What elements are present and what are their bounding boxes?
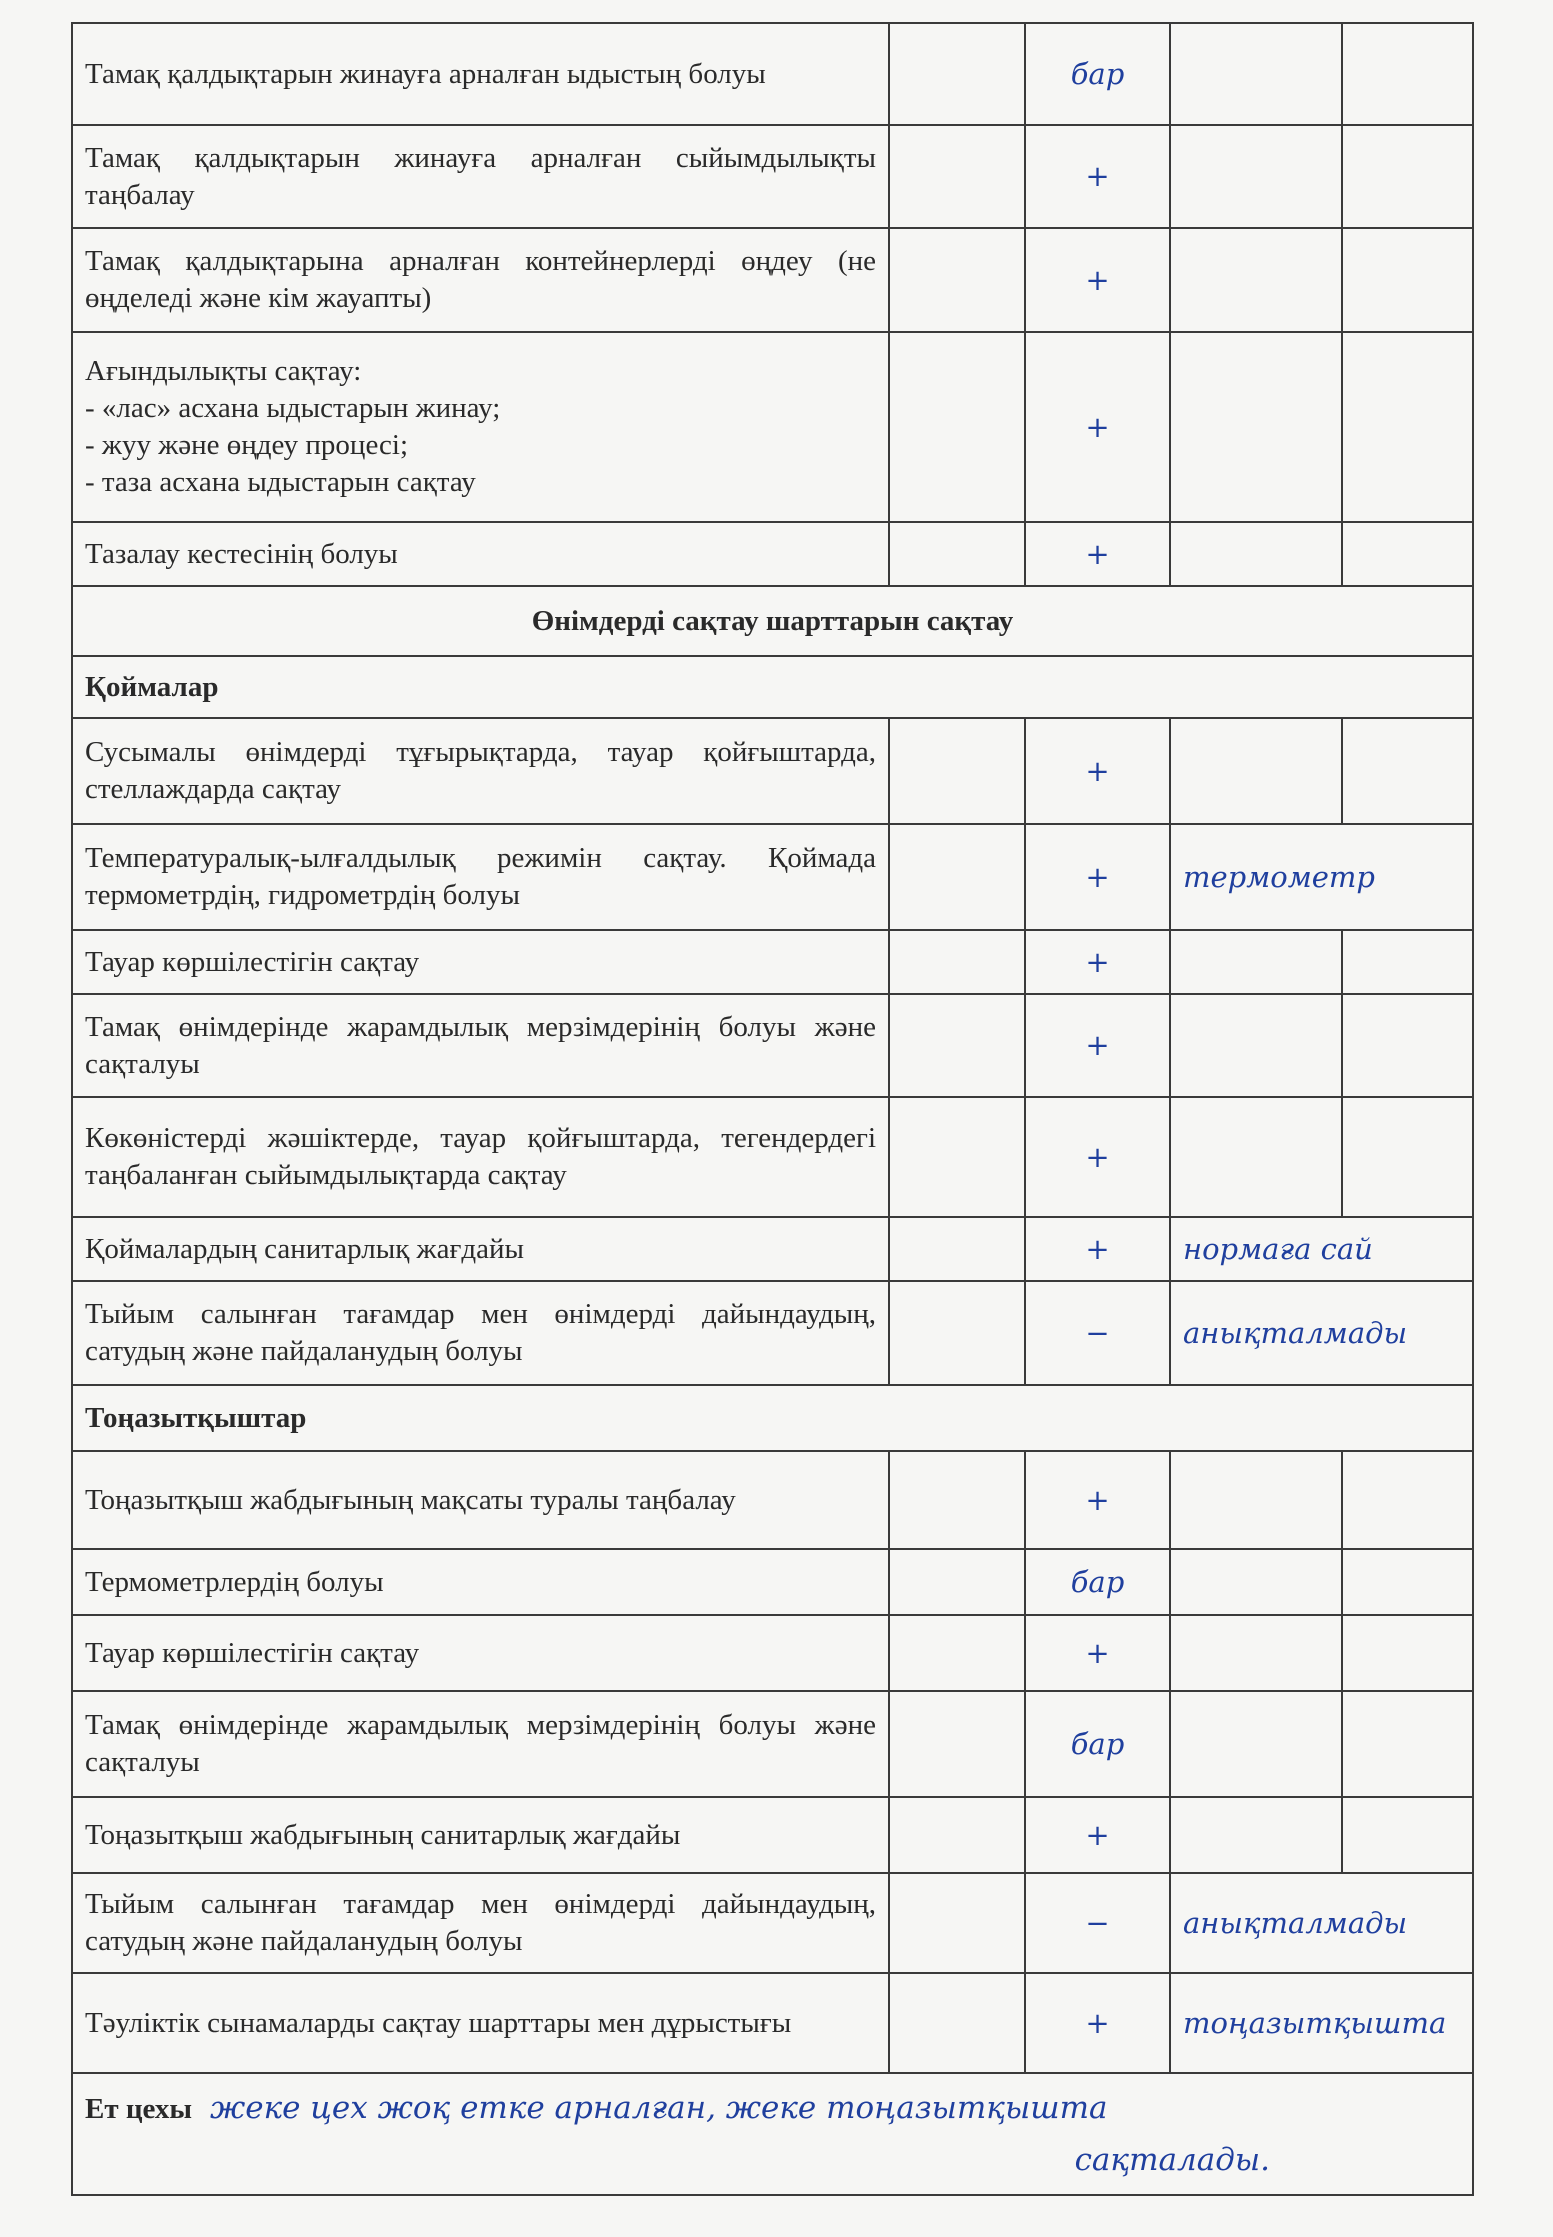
empty-cell — [889, 930, 1025, 994]
table-row — [72, 228, 1473, 332]
table-row — [72, 1549, 1473, 1615]
handwritten-mark: бар — [1025, 1549, 1170, 1615]
subsection-row — [72, 1385, 1473, 1451]
handwritten-mark: + — [1025, 522, 1170, 586]
table-row — [72, 1797, 1473, 1873]
handwritten-mark: + — [1025, 1973, 1170, 2073]
empty-cell — [1342, 125, 1473, 228]
criterion-text: Тазалау кестесінің болуы — [72, 522, 889, 586]
empty-cell — [1342, 718, 1473, 824]
handwritten-mark: − — [1025, 1281, 1170, 1385]
subsection-title: Тоңазытқыштар — [72, 1385, 1473, 1451]
empty-cell — [889, 125, 1025, 228]
handwritten-mark: + — [1025, 994, 1170, 1097]
table-row — [72, 1451, 1473, 1549]
handwritten-note: жеке цех жоқ етке арналған, жеке тоңазытқышта — [209, 2089, 1108, 2126]
empty-cell — [1342, 228, 1473, 332]
criterion-text: Тамақ өнімдерінде жарамдылық мерзімдерінің болуы және сақталуы — [72, 1691, 889, 1797]
empty-cell — [1342, 930, 1473, 994]
inspection-table — [71, 22, 1474, 2196]
empty-cell — [1170, 1451, 1342, 1549]
empty-cell — [889, 994, 1025, 1097]
criterion-text: Тауар көршілестігін сақтау — [72, 1615, 889, 1691]
handwritten-mark: − — [1025, 1873, 1170, 1973]
empty-cell — [1170, 522, 1342, 586]
table-row — [72, 1615, 1473, 1691]
subsection-row — [72, 656, 1473, 718]
handwritten-mark: + — [1025, 125, 1170, 228]
table-row — [72, 718, 1473, 824]
section-row — [72, 586, 1473, 656]
empty-cell — [1342, 522, 1473, 586]
table-row — [72, 930, 1473, 994]
empty-cell — [1170, 332, 1342, 522]
table-row — [72, 125, 1473, 228]
criterion-text: Көкөністерді жәшіктерде, тауар қойғыштарда, тегендердегі таңбаланған сыйымдылықтарда сақтау — [72, 1097, 889, 1217]
empty-cell — [889, 1549, 1025, 1615]
handwritten-note-continued: сақталады. — [1074, 2141, 1270, 2178]
empty-cell — [889, 1973, 1025, 2073]
empty-cell — [889, 522, 1025, 586]
criterion-text: Тоңазытқыш жабдығының мақсаты туралы таңбалау — [72, 1451, 889, 1549]
table-row — [72, 1691, 1473, 1797]
handwritten-mark: + — [1025, 1615, 1170, 1691]
criterion-text: Тоңазытқыш жабдығының санитарлық жағдайы — [72, 1797, 889, 1873]
empty-cell — [889, 1615, 1025, 1691]
table-row — [72, 522, 1473, 586]
table-row — [72, 23, 1473, 125]
handwritten-mark: + — [1025, 228, 1170, 332]
meat-shop-cell — [72, 2073, 1473, 2195]
handwritten-mark: бар — [1025, 1691, 1170, 1797]
empty-cell — [1342, 994, 1473, 1097]
handwritten-note: анықталмады — [1170, 1873, 1473, 1973]
empty-cell — [1170, 125, 1342, 228]
empty-cell — [889, 1217, 1025, 1281]
empty-cell — [1342, 1549, 1473, 1615]
empty-cell — [1342, 1451, 1473, 1549]
criterion-text: Тамақ қалдықтарына арналған контейнерлерді өңдеу (не өңделеді және кім жауапты) — [72, 228, 889, 332]
table-row — [72, 1873, 1473, 1973]
empty-cell — [889, 228, 1025, 332]
handwritten-mark: + — [1025, 824, 1170, 930]
handwritten-note: нормаға сай — [1170, 1217, 1473, 1281]
criterion-text: Тауар көршілестігін сақтау — [72, 930, 889, 994]
empty-cell — [889, 1281, 1025, 1385]
empty-cell — [1342, 23, 1473, 125]
empty-cell — [1170, 930, 1342, 994]
table-row — [72, 332, 1473, 522]
handwritten-note: анықталмады — [1170, 1281, 1473, 1385]
criterion-text: Термометрлердің болуы — [72, 1549, 889, 1615]
empty-cell — [1342, 1797, 1473, 1873]
empty-cell — [1342, 1097, 1473, 1217]
subsection-title: Қоймалар — [72, 656, 1473, 718]
handwritten-mark: + — [1025, 1217, 1170, 1281]
handwritten-mark: + — [1025, 718, 1170, 824]
empty-cell — [1170, 1691, 1342, 1797]
table-row — [72, 994, 1473, 1097]
empty-cell — [1170, 1097, 1342, 1217]
empty-cell — [1170, 1797, 1342, 1873]
empty-cell — [1342, 1691, 1473, 1797]
table-row — [72, 1281, 1473, 1385]
criterion-text: Тамақ қалдықтарын жинауға арналған сыйымдылықты таңбалау — [72, 125, 889, 228]
section-title: Өнімдерді сақтау шарттарын сақтау — [72, 586, 1473, 656]
criterion-text: Тамақ қалдықтарын жинауға арналған ыдыстың болуы — [72, 23, 889, 125]
handwritten-mark: + — [1025, 1451, 1170, 1549]
empty-cell — [1342, 1615, 1473, 1691]
handwritten-note: термометр — [1170, 824, 1473, 930]
handwritten-mark: + — [1025, 1797, 1170, 1873]
empty-cell — [1342, 332, 1473, 522]
table-row — [72, 1097, 1473, 1217]
meat-shop-row — [72, 2073, 1473, 2195]
handwritten-mark: бар — [1025, 23, 1170, 125]
criterion-text: Тамақ өнімдерінде жарамдылық мерзімдерінің болуы және сақталуы — [72, 994, 889, 1097]
criterion-text: Қоймалардың санитарлық жағдайы — [72, 1217, 889, 1281]
table-row — [72, 1217, 1473, 1281]
handwritten-mark: + — [1025, 930, 1170, 994]
empty-cell — [1170, 1549, 1342, 1615]
criterion-text: Температуралық-ылғалдылық режимін сақтау. Қоймада термометрдің, гидрометрдің болуы — [72, 824, 889, 930]
empty-cell — [889, 332, 1025, 522]
empty-cell — [1170, 228, 1342, 332]
handwritten-mark: + — [1025, 1097, 1170, 1217]
empty-cell — [889, 824, 1025, 930]
criterion-text: Сусымалы өнімдерді тұғырықтарда, тауар қойғыштарда, стеллаждарда сақтау — [72, 718, 889, 824]
criterion-text: Ағындылықты сақтау: - «лас» асхана ыдыстарын жинау; - жуу және өңдеу процесі; - таза асхана ыдыстарын сақтау — [72, 332, 889, 522]
empty-cell — [889, 1097, 1025, 1217]
empty-cell — [889, 23, 1025, 125]
empty-cell — [1170, 23, 1342, 125]
handwritten-note: тоңазытқышта — [1170, 1973, 1473, 2073]
empty-cell — [889, 718, 1025, 824]
empty-cell — [1170, 1615, 1342, 1691]
handwritten-mark: + — [1025, 332, 1170, 522]
empty-cell — [889, 1797, 1025, 1873]
empty-cell — [1170, 994, 1342, 1097]
meat-shop-label: Ет цехы — [85, 2092, 192, 2125]
empty-cell — [1170, 718, 1342, 824]
empty-cell — [889, 1691, 1025, 1797]
table-row — [72, 1973, 1473, 2073]
empty-cell — [889, 1451, 1025, 1549]
table-row — [72, 824, 1473, 930]
empty-cell — [889, 1873, 1025, 1973]
criterion-text: Тыйым салынған тағамдар мен өнімдерді дайындаудың, сатудың және пайдаланудың болуы — [72, 1873, 889, 1973]
criterion-text: Тыйым салынған тағамдар мен өнімдерді дайындаудың, сатудың және пайдаланудың болуы — [72, 1281, 889, 1385]
criterion-text: Тәуліктік сынамаларды сақтау шарттары мен дұрыстығы — [72, 1973, 889, 2073]
